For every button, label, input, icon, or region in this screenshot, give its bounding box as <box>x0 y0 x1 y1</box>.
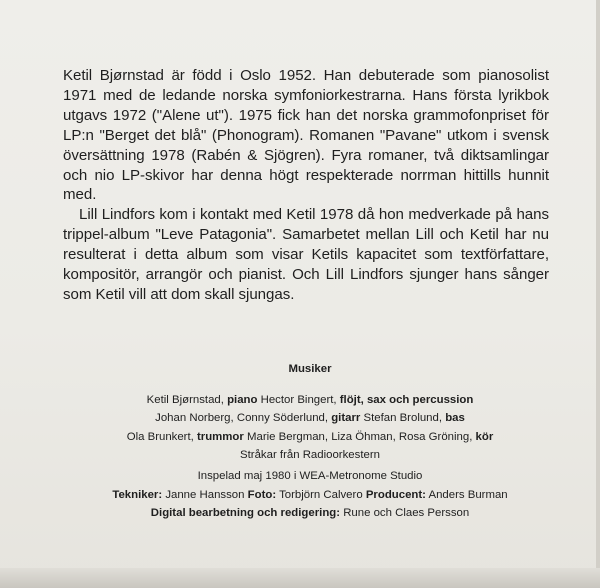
credit-role: bas <box>445 412 465 424</box>
credit-role: piano <box>227 393 258 406</box>
credit-line-4: Stråkar från Radioorkestern <box>240 449 380 461</box>
producent-name: Anders Burman <box>425 488 508 501</box>
recording-info: Inspelad maj 1980 i WEA-Metronome Studio <box>197 470 423 482</box>
credit-role: trummor <box>196 430 244 443</box>
credit-role: kör <box>475 430 494 443</box>
biography-paragraph-2: Lill Lindfors kom i kontakt med Ketil 1978 då hon medverkade på hans trippel-album "Leve Patagonia". Samarbetet mellan Lill och Ketil har nu resulterat i detta album som visar Ketils kapacitet som textförfattare, kompositör, arrangör och pianist. Och Lill Lindfors sjunger hans sånger som Ketil vill att dom skall sjungas. <box>63 206 549 303</box>
credit-name: Marie Bergman, Liza Öhman, Rosa Gröning, <box>243 430 476 443</box>
credit-role: gitarr <box>331 412 361 424</box>
credit-role: flöjt, sax och percussion <box>339 393 474 406</box>
digital-editing-line <box>100 504 520 523</box>
digital-name: Rune och Claes Persson <box>340 507 470 519</box>
credit-line-1 <box>100 391 520 410</box>
credit-name: Hector Bingert, <box>257 393 340 406</box>
credit-line-3 <box>100 428 520 447</box>
foto-label: Foto: <box>247 488 277 501</box>
page-edge-right <box>596 0 600 588</box>
tekniker-label: Tekniker: <box>112 488 163 501</box>
producent-label: Producent: <box>365 488 426 501</box>
tekniker-name: Janne Hansson <box>162 488 248 501</box>
biography-text <box>63 66 549 305</box>
musician-credits <box>100 360 520 465</box>
musiker-heading: Musiker <box>288 363 332 375</box>
production-credits <box>100 467 520 523</box>
credit-name: Ola Brunkert, <box>126 430 197 443</box>
credit-name: Stefan Brolund, <box>360 412 446 424</box>
production-staff-line <box>100 486 520 505</box>
page-edge-bottom <box>0 568 600 588</box>
credit-name: Johan Norberg, Conny Söderlund, <box>155 412 332 424</box>
foto-name: Torbjörn Calvero <box>276 488 366 501</box>
credit-name: Ketil Bjørnstad, <box>146 393 228 406</box>
credit-line-2 <box>100 409 520 428</box>
biography-paragraph-1: Ketil Bjørnstad är född i Oslo 1952. Han debuterade som pianosolist 1971 med de ledande norska symfoniorkestrarna. Hans första lyrikbok utgavs 1972 ("Alene ut"). 1975 fick han det norska grammofonpriset för LP:n "Berget det blå" (Phonogram). Romanen "Pavane" utkom i svensk översättning 1978 (Rabén & Sjögren). Fyra romaner, två diktsamlingar och nio LP-skivor har denna högt respekterade norrman hittills hunnit med. <box>63 67 549 204</box>
digital-label: Digital bearbetning och redigering: <box>150 507 341 519</box>
